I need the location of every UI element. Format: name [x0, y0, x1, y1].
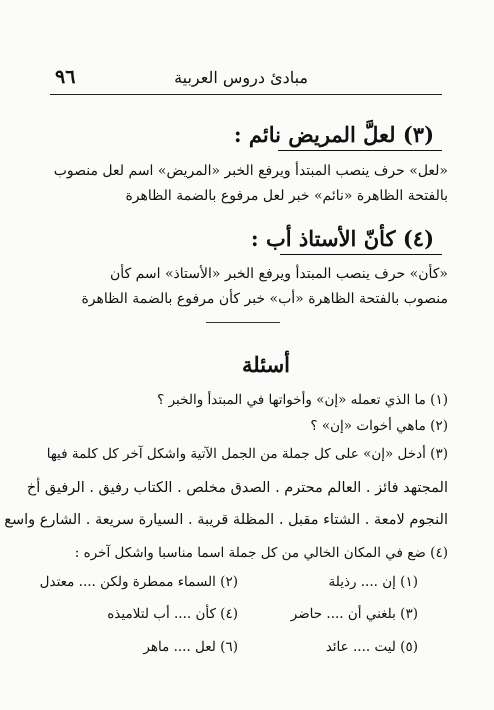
sentence-line: المجتهد فائز . العالم محترم . الصدق مخلص . الكتاب رفيق . الرفيق أخ [26, 480, 448, 496]
fill-item: (٤) كأن .... أب لتلاميذه [107, 606, 238, 622]
fill-item: (٥) ليت .... عائد [325, 639, 418, 655]
running-title: مبادئ دروس العربية [174, 68, 308, 87]
fill-item: (٢) السماء ممطرة ولكن .... معتدل [39, 574, 238, 590]
fill-item: (١) إن .... رذيلة [328, 574, 418, 590]
header-rule [50, 94, 442, 95]
example-line: منصوب بالفتحة الظاهرة «أب» خبر كأن مرفوع بالضمة الظاهرة [81, 291, 448, 307]
question: (١) ما الذي تعمله «إن» وأخواتها في المبتدأ والخبر ؟ [157, 392, 448, 408]
page-number: ٩٦ [55, 66, 76, 88]
section-title: أسئلة [242, 352, 290, 377]
heading-underline [278, 150, 442, 151]
question: (٤) ضع في المكان الخالي من كل جملة اسما مناسبا واشكل آخره : [74, 545, 448, 561]
fill-item: (٦) لعل .... ماهر [143, 639, 238, 655]
fill-item: (٣) بلغني أن .... حاضر [290, 606, 418, 622]
example-line: «كأن» حرف ينصب المبتدأ ويرفع الخبر «الأستاذ» اسم كأن [109, 266, 448, 282]
divider [206, 322, 280, 323]
example-line: بالفتحة الظاهرة «نائم» خبر لعل مرفوع بالضمة الظاهرة [125, 188, 448, 204]
example-line: «لعل» حرف ينصب المبتدأ ويرفع الخبر «المريض» اسم لعل منصوب [53, 163, 448, 179]
question: (٢) ماهي أخوات «إن» ؟ [310, 418, 448, 434]
sentence-line: النجوم لامعة . الشتاء مقبل . المظلة قريبة . السيارة سريعة . الشارع واسع [4, 512, 448, 528]
example-heading: (٤) كأنّ الأستاذ أب : [250, 226, 434, 251]
example-heading: (٣) لعلَّ المريض نائم : [233, 122, 434, 147]
question: (٣) أدخل «إن» على كل جملة من الجمل الآتية واشكل آخر كل كلمة فيها [46, 446, 448, 462]
heading-underline [280, 254, 442, 255]
